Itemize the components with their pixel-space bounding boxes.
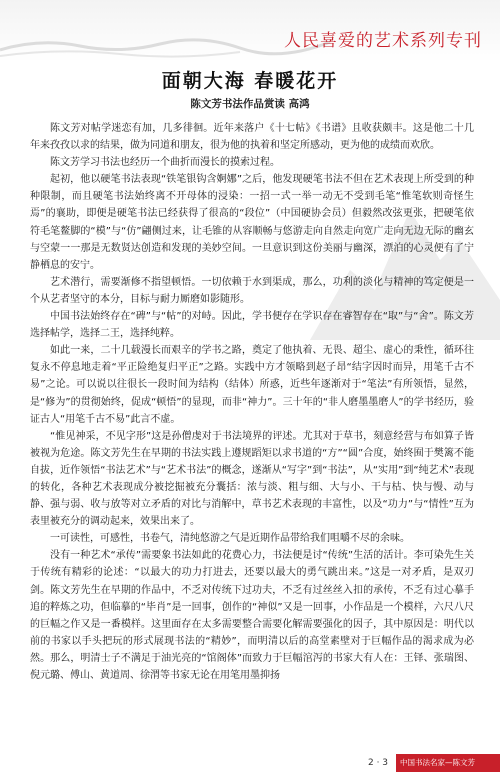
paragraph: 中国书法始终存在“碑”与“帖”的对峙。因此，学书便存在学识存在睿智存在“取”与“舍”。陈文芳选择帖学，选择二王，选择纯粹。 [30,311,474,340]
page-numbers: 2 · 3 [368,758,389,768]
paragraph: 陈文芳学习书法也经历一个曲折而漫长的摸索过程。 [50,157,280,169]
article-body [30,120,474,684]
paragraph: 陈文芳对帖学迷恋有加，几多徘徊。近年来落户《十七帖》《书谱》且收获颇丰。这是他二十几年来孜孜以求的结果，做为同道和朋友，很为他的执着和坚定所感动，更为他的成绩而欢欣。 [30,123,474,152]
series-title: 人民喜爱的艺术系列专刊 [284,31,482,51]
paragraph: 如此一来，二十几载漫长而艰辛的学书之路，奠定了他执着、无畏、超尘、虚心的秉性，循环往复永不停息地走着“平正险绝复归平正”之路。实践中方才领略到赵子昂“结字因时而异，用笔千古不易”之论。可以说以往很长一段时间为结构（结体）所惑，近些年逐渐对于“笔法”有所领悟，显然，是“修为”的贯彻始终，促成“顿悟”的显现，而非“神力”。三十年的“非人磨墨墨磨人”的学书经历，验证古人“用笔千古不易”此言不虚。 [30,345,474,425]
footer-label: 中国书法名家—陈文芳 [400,758,475,767]
paragraph: 起初，他以硬笔书法表现“铁笔银钩含婀娜”之后，他发现硬笔书法不但在艺术表现上所受到的种种限制，而且硬笔书法始终离不开母体的浸染：一招一式一举一动无不受到毛笔“惟笔软则奇怪生焉”的襄助，即便是硬笔书法已经获得了很高的“段位”（中国硬协会员）但毅然改弦更张，把硬笔依符毛笔鳌脚的“模”与“仿”翩侧过来，让毛锥的从容顺畅与悠游走向自然走向宽广走向无边无际的幽玄与空蒙一一那是无数贤达创造和发现的美妙空间。一旦意识到这份美丽与幽深，漂泊的心灵便有了宁静栖息的安宁。 [30,174,474,271]
article-subtitle: 陈文芳书法作品赏读 高鸿 [190,98,310,110]
paragraph: “惟见神采，不见字形”这是孙僧虔对于书法境界的评述。尤其对于草书，刻意经营与布如算子皆被视为危途。陈文芳先生在早期的书法实践上遵规蹈矩以求书道的“方”“圆”合度，始终囿于樊篱不能自拔，近作领悟“书法艺术”与“艺术书法”的概念，遂渐从“写字”到“书法”，从“实用”到“纯艺术”表现的转化，各种艺术表现成分被挖掘被充分囊括：浓与淡、粗与细、大与小、干与枯、快与慢、动与静、强与弱、收与放等对立矛盾的对比与消解中，草书艺术表现的丰富性，以及“功力”与“情性”互为表里被充分的调动起来，效果出来了。 [30,430,474,528]
paragraph: 一可读性，可感性，书卷气，清纯悠游之气是近期作品带给我们咀嚼不尽的余味。 [50,533,410,545]
paragraph: 没有一种艺术“承传”需要象书法如此的花费心力，书法便是讨“传统”生活的活计。李可染先生关于传统有精彩的论述：“以最大的功力打进去，还要以最大的勇气跳出来。”这是一对矛盾，是双刃剑。陈文芳先生在早期的作品中，不乏对传统下过功夫，不乏有过丝丝入扣的承传，不乏有过心摹手追的粹炼之功，但临摹的“毕肖”是一回事，创作的“神似”又是一回事，小作品是一个模样，六尺八尺的巨幅之作又是一番模样。这里面存在太多需要整合需要化解需要强化的因子，其中原因是：明代以前的书家以手头把玩的形式展现书法的“精妙”，而明清以后的高堂素壁对于巨幅作品的渴求成为必然。那么，明清士子不满足于油光亮的“馆阁体”而致力于巨幅涫泻的书家大有人在：王铎、张瑞图、倪元璐、傅山、黄道周、徐渭等书家无论在用笔用墨抑扬 [30,550,474,681]
paragraph: 艺术潜行，需要渐修不指望顿悟。一切依赖于水到渠成，那么，功利的淡化与精神的笃定便是一个从艺者坚守的本分，目标与耐力厮磨如影随形。 [30,276,474,305]
article-title: 面朝大海 春暖花开 [161,70,339,92]
